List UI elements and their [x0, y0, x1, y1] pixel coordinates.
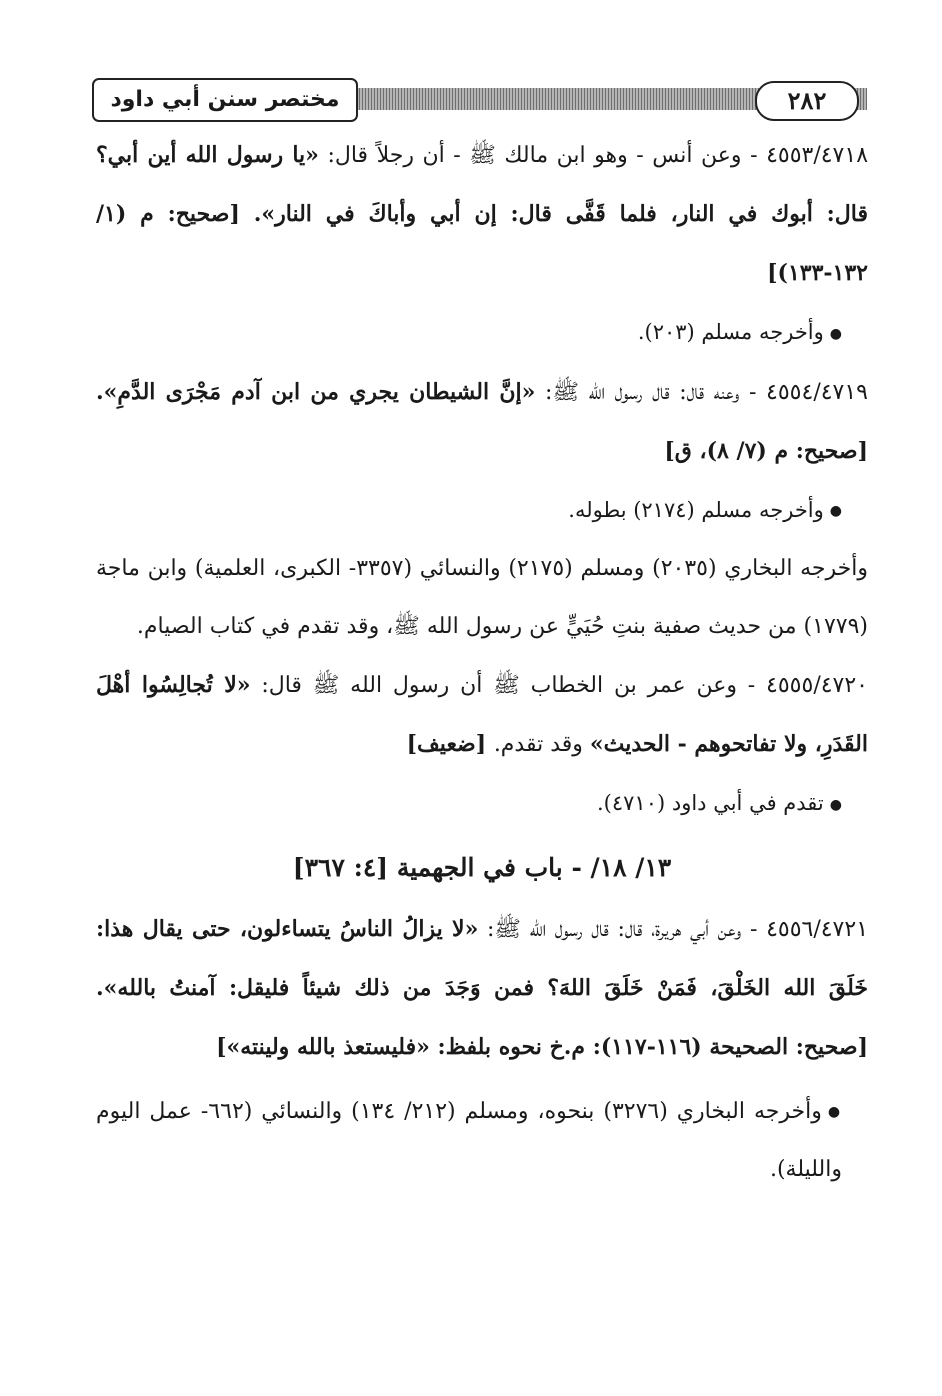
- hadith-matn: «إنَّ الشيطان يجري من ابن آدم مَجْرَى الدَّمِ».: [96, 378, 536, 405]
- hadith-4719: [96, 363, 868, 481]
- takhrij-note: [96, 481, 868, 541]
- note-text: وأخرجه البخاري (٣٢٧٦) بنحوه، ومسلم (٢١٢/ ١٣٤) والنسائي (٦٦٢- عمل اليوم والليلة).: [96, 1098, 842, 1182]
- hadith-number: ٤٥٥٤/٤٧١٩: [766, 379, 868, 405]
- hadith-number: ٤٥٥٥/٤٧٢٠: [766, 673, 868, 698]
- note-text: وأخرجه مسلم (٢١٧٤) بطوله.: [568, 497, 824, 522]
- hadith-intro: - وعنه قال: قال رسول الله ﷺ:: [535, 379, 767, 405]
- hadith-grade: [ضعيف]: [406, 731, 494, 757]
- hadith-4718: [96, 126, 868, 303]
- bullet-icon: ●: [829, 796, 842, 813]
- takhrij-paragraph: [96, 540, 868, 656]
- note-text: وأخرجه البخاري (٢٠٣٥) ومسلم (٢١٧٥) والنسائي (٣٣٥٧- الكبرى، العلمية) وابن ماجة (١٧٧٩) من حديث صفية بنتِ حُيَيٍّ عن رسول الله ﷺ، وقد تقدم في كتاب الصيام.: [96, 556, 868, 639]
- takhrij-note: [96, 1083, 868, 1199]
- hadith-intro: - وعن أبي هريرة، قال: قال رسول الله ﷺ:: [478, 916, 767, 942]
- bullet-icon: ●: [827, 1103, 843, 1120]
- hadith-4720: [96, 656, 868, 774]
- hadith-grade: [صحيح: م (٧/ ٨)، ق]: [664, 437, 868, 464]
- bullet-icon: ●: [829, 503, 842, 519]
- hadith-tail: وقد تقدم.: [493, 732, 590, 757]
- hadith-number: ٤٥٥٣/٤٧١٨: [766, 143, 869, 168]
- hadith-matn: «يا رسول الله أين أبي؟ قال: أبوك في النار، فلما قَفَّى قال: إن أبي وأباكَ في النار».: [96, 142, 868, 227]
- hadith-grade: [صحيح: الصحيحة (١١٦-١١٧): م.خ نحوه بلفظ: «فليستعذ بالله ولينته»]: [216, 1033, 868, 1060]
- hadith-intro: - وعن عمر بن الخطاب ﷺ أن رسول الله ﷺ قال:: [250, 673, 767, 698]
- page-body: [96, 126, 868, 1199]
- takhrij-note: [96, 303, 868, 363]
- hadith-matn: «لا يزالُ الناسُ يتساءلون، حتى يقال هذا: خَلَقَ الله الخَلْقَ، فَمَنْ خَلَقَ اللهَ؟ فمن وَجَدَ من ذلك شيئاً فليقل: آمنتُ بالله».: [96, 915, 868, 1001]
- chapter-heading: ١٣/ ١٨/ - باب في الجهمية [٤: ٣٦٧]: [292, 852, 672, 882]
- note-text: تقدم في أبي داود (٤٧١٠).: [596, 791, 824, 815]
- hadith-intro: - وعن أنس - وهو ابن مالك ﷺ - أن رجلاً قال:: [318, 143, 767, 168]
- bullet-icon: ●: [829, 325, 842, 342]
- hadith-4721: [96, 900, 868, 1077]
- hadith-matn: «لا تُجالِسُوا أهْلَ القَدَرِ، ولا تفاتحوهم - الحديث»: [96, 672, 868, 757]
- hadith-grade: [صحيح: م (١/ ١٣٢-١٣٣)]: [96, 201, 868, 286]
- note-text: وأخرجه مسلم (٢٠٣).: [637, 320, 824, 344]
- hadith-number: ٤٥٥٦/٤٧٢١: [766, 916, 869, 942]
- page-header: [92, 78, 867, 122]
- book-title: مختصر سنن أبي داود: [92, 78, 358, 122]
- takhrij-note: [96, 774, 868, 834]
- page-number: ٢٨٢: [755, 81, 859, 121]
